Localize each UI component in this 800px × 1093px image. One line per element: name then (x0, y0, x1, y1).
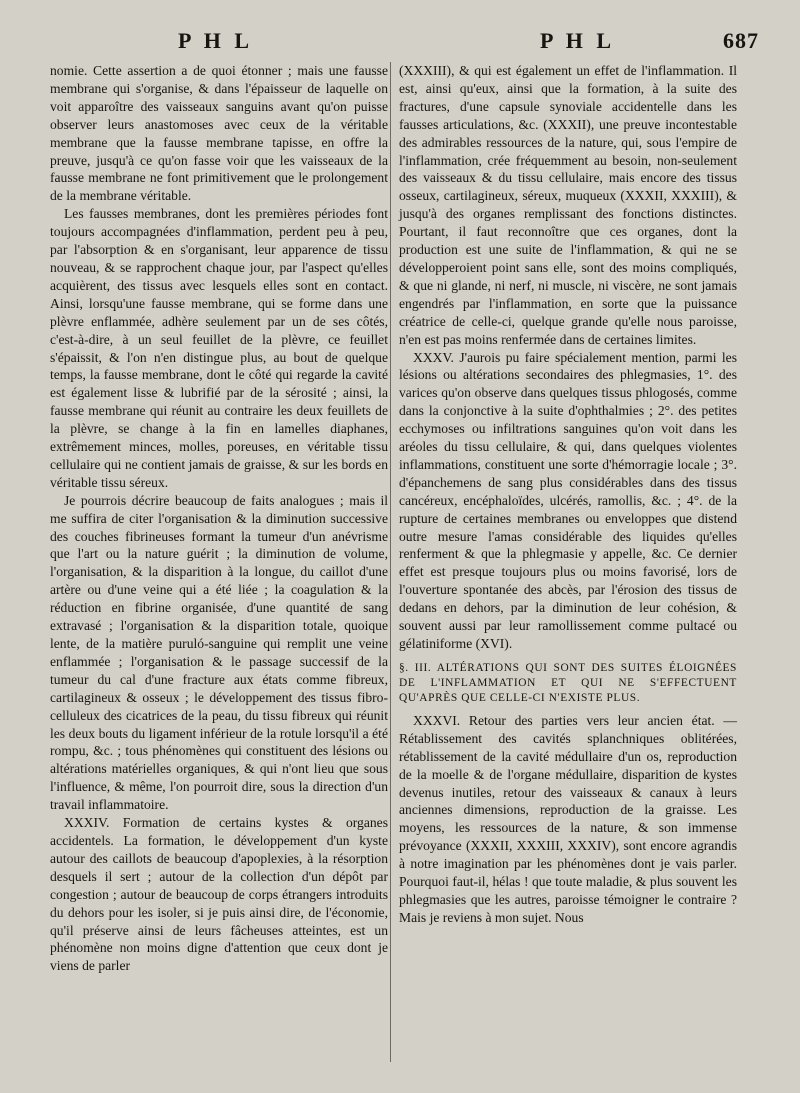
right-column (399, 62, 737, 927)
right-paragraph-2: XXXV. J'aurois pu faire spécialement mention, parmi les lésions ou altérations secondaires des phlegmasies, 1°. des varices qu'on observe dans quelques tissus phlogosés, comme dans la conjonctive à la suite d'ophthalmies ; 2°. des petites ecchymoses ou infiltrations sanguines qu'on voit dans les aréoles du tissu cellulaire, & qui, dans quelques violentes inflammations, constituent une sorte d'hémorragie locale ; 3°. d'épanchemens de sang plus considérables dans des tissus cancéreux, encéphaloïdes, ulcérés, ramollis, &c. ; 4°. de la rupture de certaines membranes ou enveloppes que distend outre mesure l'amas considérable des liquides qu'elles renferment & que la phlegmasie y appelle, &c. Ce dernier effet est presque toujours plus ou moins favorisé, lors de l'ouverture spontanée des abcès, par l'érosion des tissus de dedans en dehors, par la diminution de leur cohésion, & souvent aussi par leur ramollissement comme pultacé ou gélatiniforme (XVI). (399, 349, 737, 651)
right-paragraph-1: (XXXIII), & qui est également un effet de l'inflammation. Il est, ainsi qu'eux, ainsi que la formation, à la suite des fractures, d'une capsule synoviale accidentelle dans les fausses articulations, &c. (XXXII), une preuve incontestable des admirables ressources de la nature, qui, sous l'empire de l'inflammation, crée fréquemment au besoin, non-seulement des vaisseaux & du tissu cellulaire, mais encore des tissus osseux, cartilagineux, séreux, muqueux (XXXII, XXXIII), & jusqu'à des organes remplissant des fonctions distinctes. Pourtant, il faut reconnoître que ces organes, dont la production est une suite de l'inflammation, & qui ne se développeroient point sans elle, sont des moins compliqués, & que ni glande, ni nerf, ni muscle, ni viscère, ne sont jamais engendrés par l'inflammation, en sorte que la puissance créatrice de celle-ci, quelque grande qu'elle nous paroisse, n'en est pas moins renfermée dans de certaines limites. (399, 63, 737, 347)
left-paragraph-1: nomie. Cette assertion a de quoi étonner ; mais une fausse membrane qui s'organise, & dans l'épaisseur de laquelle on voit apparoître des vaisseaux sanguins avant qu'on puisse observer leurs anastomoses avec ceux de la véritable membrane que la fausse membrane tapisse, en offre la preuve, jusqu'à ce qu'on fasse voir que les vaisseaux de la fausse membrane ne font primitivement que le prolongement de la membrane véritable. (50, 63, 388, 204)
running-head-right: P H L (540, 28, 616, 53)
page-number: 687 (723, 28, 759, 53)
right-paragraph-3: XXXVI. Retour des parties vers leur ancien état. — Rétablissement des cavités splanchniques oblitérées, rétablissement de la cavité médullaire d'un os, reproduction de la moelle & de l'organe médullaire, disparition de kystes devenus inutiles, retour des vaisseaux & canaux à leurs anciennes dimensions, reproduction de la graisse. Les moyens, les ressources de la nature, & son immense prévoyance (XXXII, XXXIII, XXXIV), sont encore agrandis à notre imagination par les phénomènes dont je vais parler. Pourquoi faut-il, hélas ! que toute maladie, & plus souvent les phlegmasies que les autres, paroisse témoigner le contraire ? Mais je reviens à mon sujet. Nous (399, 712, 737, 925)
left-paragraph-3: Je pourrois décrire beaucoup de faits analogues ; mais il me suffira de citer l'organisation & la diminution successive des couches fibrineuses formant la tumeur d'un anévrisme que l'art ou la nature guérit ; la diminution de volume, l'organisation, & la disparition à la longue, du caillot d'une artère ou d'une veine qui a été liée ; la coagulation & la réduction en fibrine organisée, d'une quantité de sang extravasé ; l'organisation & la disparition totale, quoique lente, de la matière puruló-sanguine qui remplit une veine enflammée ; l'organisation & le passage successif de la tumeur du cal d'une fracture aux états comme fibreux, cartilagineux & osseux ; le développement des tissus fibro-celluleux des cicatrices de la peau, du tissu fibreux qui réunit les deux bouts du ligament inférieur de la rotule lorsqu'il a été rompu, &c. ; tous phénomènes qui constituent des lésions ou altérations matérielles organiques, & qui n'ont lieu que sous l'influence, & même, l'on pourroit dire, sous la direction d'un travail inflammatoire. (50, 492, 388, 813)
section-number: §. III. (399, 661, 432, 674)
section-title: ALTÉRATIONS QUI SONT DES SUITES ÉLOIGNÉES DE L'INFLAMMATION ET QUI NE S'EFFECTUENT QU'APRÈS QUE CELLE-CI N'EXISTE PLUS. (399, 661, 737, 704)
left-column (50, 62, 388, 975)
running-head (0, 28, 800, 58)
running-head-left: P H L (178, 28, 254, 53)
column-divider (390, 62, 391, 1062)
left-paragraph-4: XXXIV. Formation de certains kystes & organes accidentels. La formation, le développement d'un kyste autour des caillots de beaucoup d'apoplexies, à la résorption desquels il sert ; autour de la collection d'un dépôt par congestion ; autour de beaucoup de corps étrangers introduits du dehors pour les isoler, si je puis ainsi dire, de l'économie, qu'il préserve ainsi de leurs fâcheuses atteintes, est un phénomène non moins digne d'attention que ceux dont je viens de parler (50, 815, 388, 974)
section-heading (399, 661, 737, 706)
left-paragraph-2: Les fausses membranes, dont les premières périodes font toujours accompagnées d'inflammation, perdent peu à peu, par l'absorption & en s'organisant, leur apparence de tissu nouveau, & se rapprochent chaque jour, par l'aspect qu'elles acquièrent, des tissus avec lesquels elles sont en contact. Ainsi, lorsqu'une fausse membrane, qui se forme dans une plèvre enflammée, adhère seulement par un de ses côtés, c'est-à-dire, à un seul feuillet de la plèvre, ce feuillet s'épaissit, & l'on n'en distingue plus, au bout de quelque temps, la fausse membrane, dont le côté qui regarde la cavité est également lisse & lubrifié par de la sérosité ; ainsi, la fausse membrane qui réunit au contraire les deux feuillets de la plèvre, se change à la fin en lamelles diaphanes, extrêmement minces, molles, poreuses, en véritable tissu cellulaire qui ne contient jamais de graisse, & sur les bords en véritable tissu séreux. (50, 206, 388, 490)
